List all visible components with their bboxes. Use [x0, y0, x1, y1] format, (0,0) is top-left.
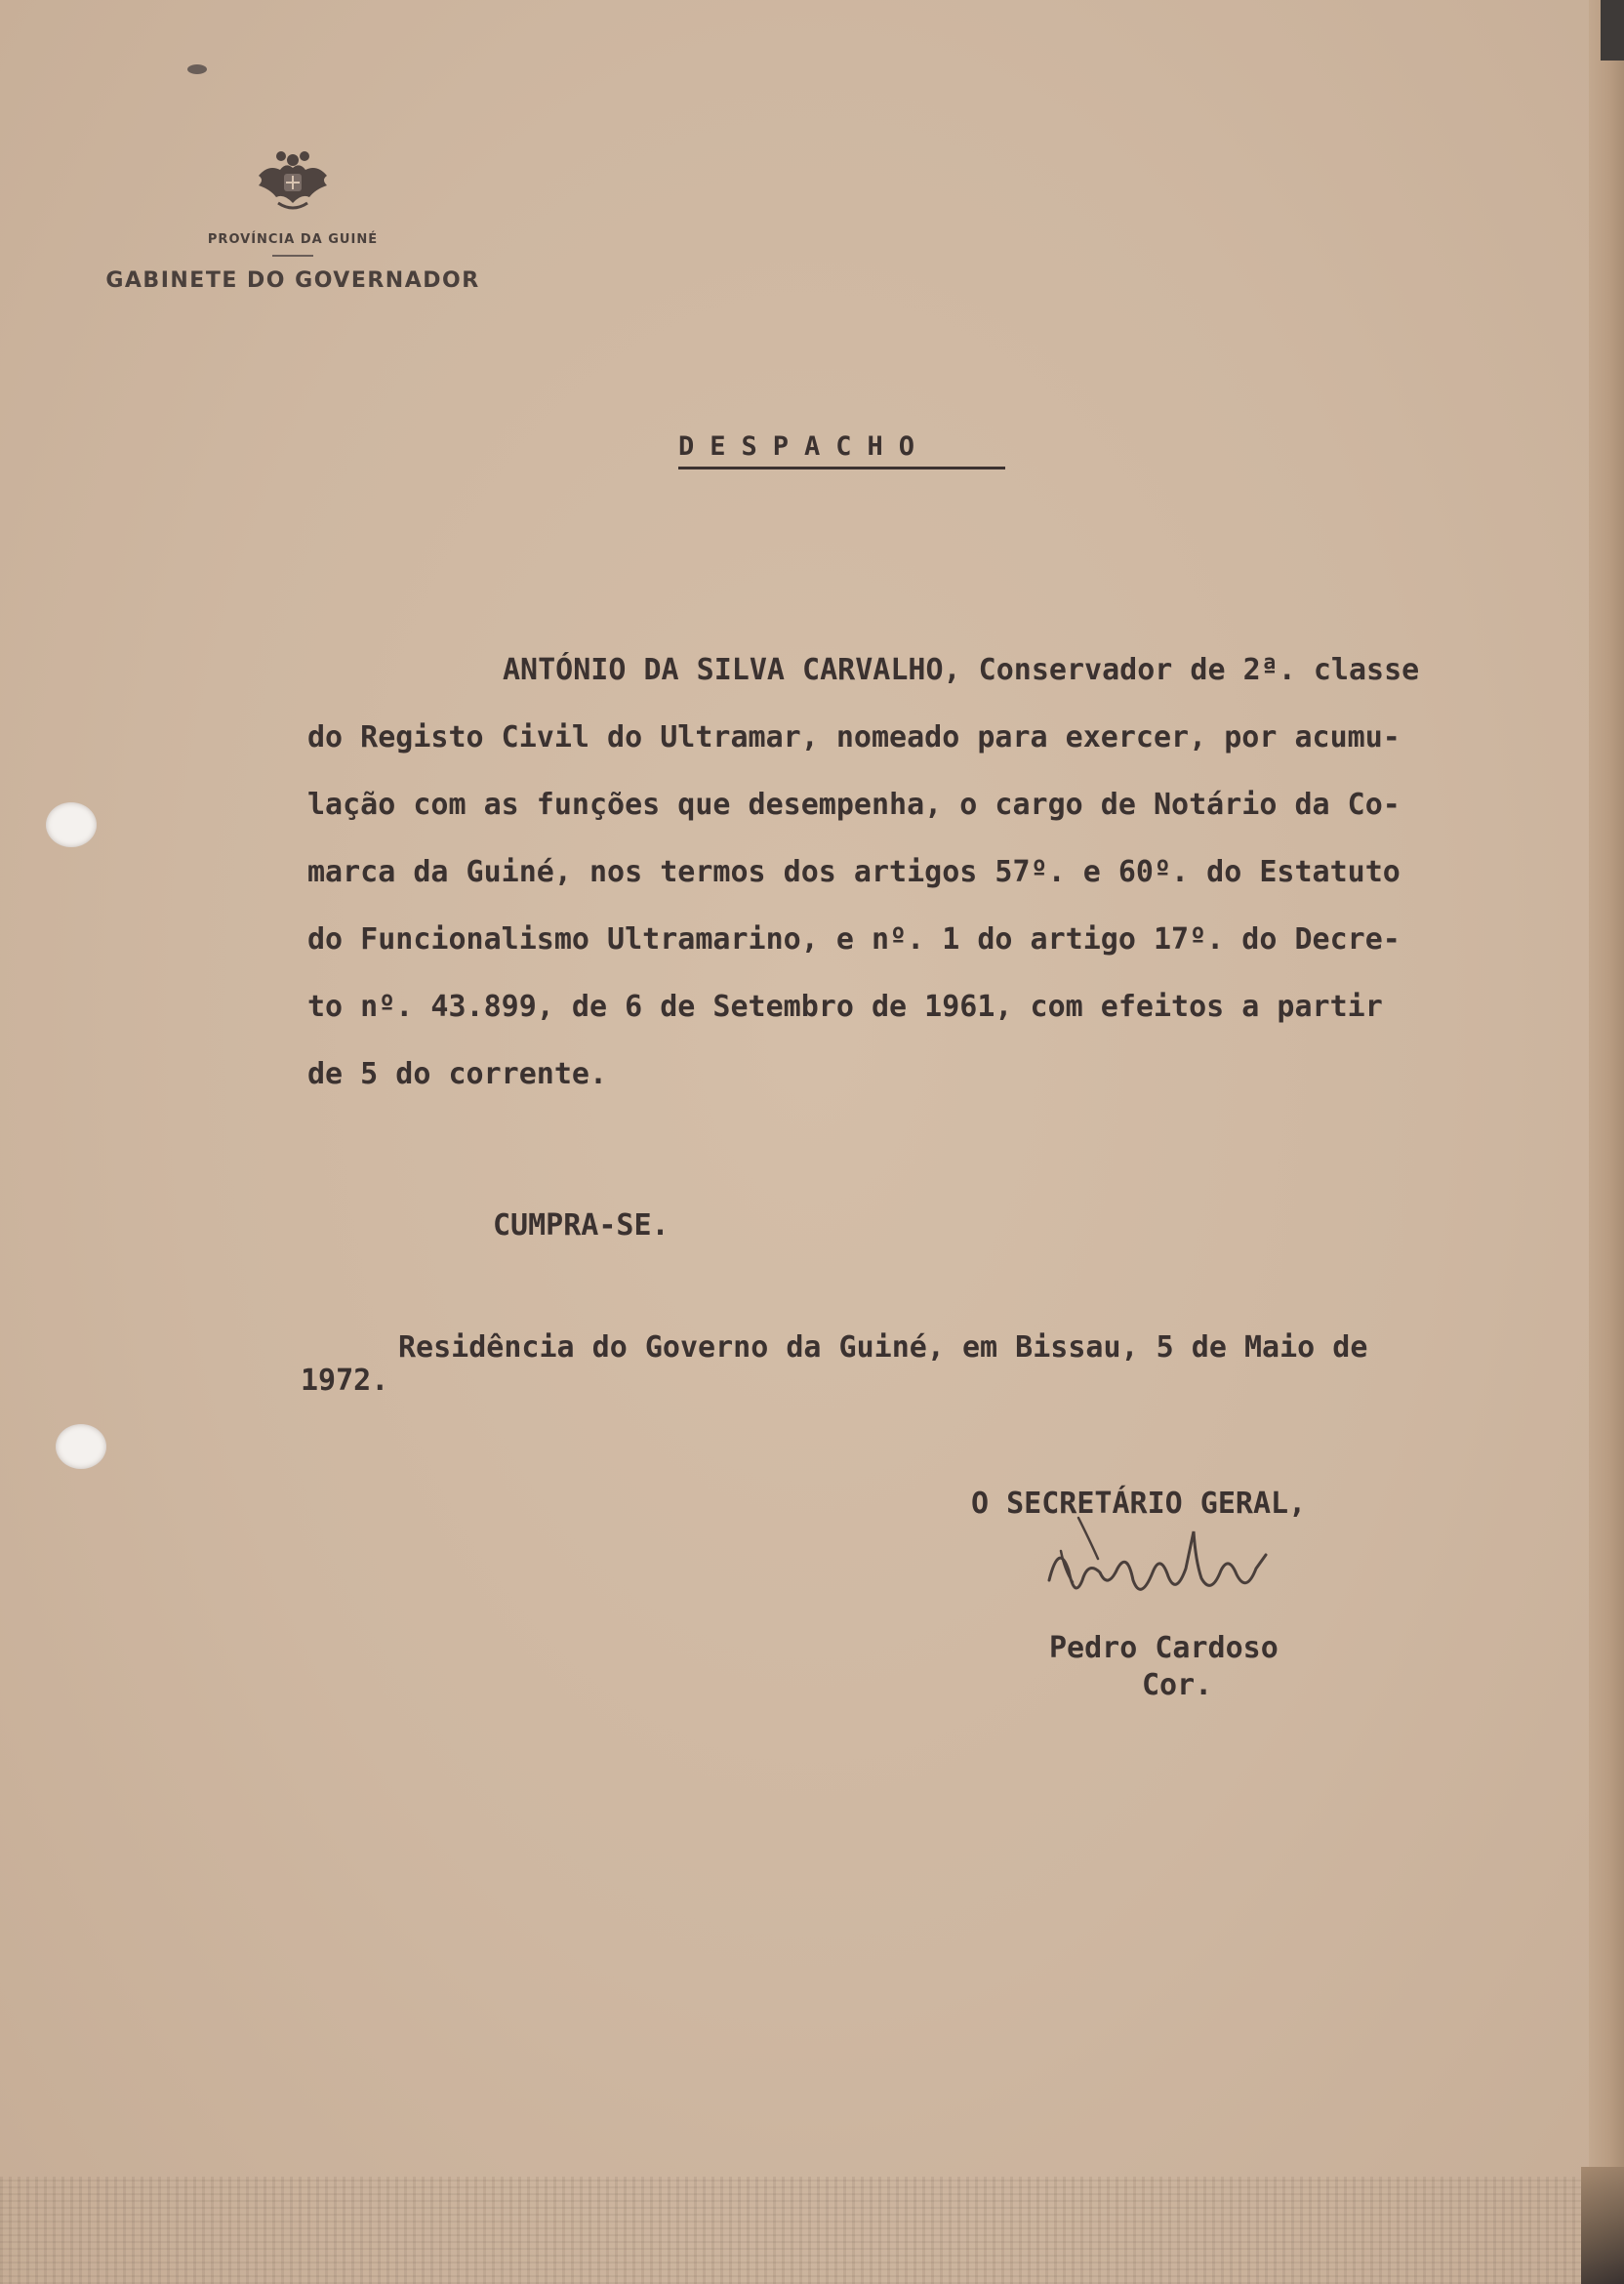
body-line: to nº. 43.899, de 6 de Setembro de 1961, com efeitos a partir	[307, 990, 1383, 1024]
letterhead-province: PROVÍNCIA DA GUINÉ	[207, 232, 379, 247]
signatory-name: Pedro Cardoso	[1049, 1631, 1279, 1665]
binder-tab-top	[1601, 0, 1624, 61]
letterhead-office: GABINETE DO GOVERNADOR	[105, 268, 480, 293]
place-date-line1: Residência do Governo da Guiné, em Bissau, 5 de Maio de	[398, 1330, 1368, 1365]
page-right-edge	[1589, 0, 1624, 2284]
signatory-role: O SECRETÁRIO GERAL,	[971, 1487, 1307, 1521]
scan-noise-strip	[0, 2177, 1581, 2284]
punch-hole-lower	[56, 1424, 106, 1469]
place-date-line2: 1972.	[301, 1364, 389, 1398]
body-line: ANTÓNIO DA SILVA CARVALHO, Conservador de 2ª. classe	[503, 653, 1420, 687]
title-underline	[678, 467, 1005, 469]
document-title	[678, 431, 1010, 462]
letterhead	[98, 146, 488, 293]
body-line: do Registo Civil do Ultramar, nomeado para exercer, por acumu-	[307, 720, 1401, 755]
letterhead-divider	[272, 255, 313, 257]
signatory-rank: Cor.	[1142, 1668, 1213, 1702]
handwritten-signature	[1039, 1512, 1313, 1619]
body-line: de 5 do corrente.	[307, 1057, 608, 1091]
binder-tab-bottom	[1581, 2167, 1624, 2284]
punch-hole-upper	[46, 802, 97, 847]
coat-of-arms-icon	[249, 146, 337, 215]
body-line: lação com as funções que desempenha, o cargo de Notário da Co-	[307, 788, 1401, 822]
ink-speck	[187, 64, 207, 74]
despacho-body	[307, 636, 1518, 1108]
body-line: marca da Guiné, nos termos dos artigos 57º. e 60º. do Estatuto	[307, 855, 1401, 889]
document-title-text: DESPACHO	[678, 431, 931, 462]
place-date	[301, 1331, 1367, 1398]
order-text: CUMPRA-SE.	[493, 1208, 670, 1243]
signature-block	[971, 1487, 1381, 1702]
body-line: do Funcionalismo Ultramarino, e nº. 1 do artigo 17º. do Decre-	[307, 922, 1401, 957]
